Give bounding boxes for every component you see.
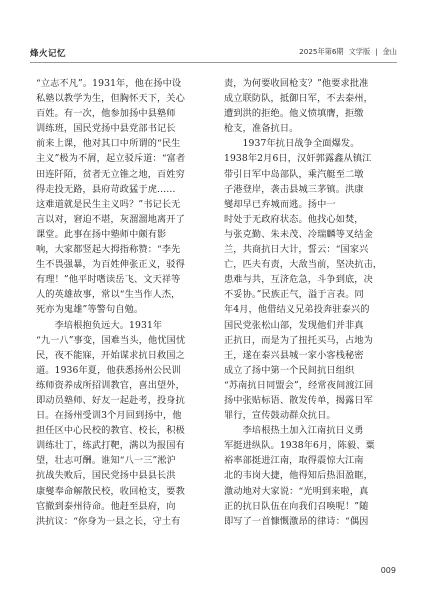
text-line: 罪行，宣传鼓动群众抗日。 [224,410,336,422]
text-line: 这难道就是民生主义吗？”书记长无 [36,198,181,210]
text-line: 正抗日，而是为了扭托买马，占地为 [224,334,373,346]
edition-label: 文学版 [348,47,371,56]
text-line: 亡，匹夫有责，大敌当前，坚决抗击， [224,259,383,271]
text-line: 年4月，他借结义兄弟投奔驻泰兴的 [224,304,370,316]
text-line: 北的韦岗大捷，他得知后热泪盈眶， [224,470,373,482]
text-line: 生不畏强暴，为百姓伸张正义，驳得 [36,259,185,271]
text-line: 李培根抱负远大。1931年 [54,319,163,331]
text-line: 不妥协。”民族正气，溢于言表。同 [224,289,364,301]
text-line: “九一八”事变，国难当头，他忧国忧 [36,334,186,346]
text-line: 子港登岸，袭击县城三茅镇。洪康 [224,183,364,195]
text-line: 洪抗议：“你身为一县之长，守土有 [36,515,181,527]
text-line: 练师资养成所招训教官，喜出望外， [36,379,185,391]
text-line: 响，大家都竖起大拇指称赞：“李先 [36,244,181,256]
section-title: 烽火记忆 [30,49,67,59]
header-rule [30,62,397,63]
text-line: 带引日军中岛部队，乘汽艇至二墩 [224,168,364,180]
page-header [30,47,397,59]
text-line: 李培根热土加入江南抗日义勇 [242,425,364,437]
text-line: 私塾以教学为生，但胸怀天下，关心 [36,93,185,105]
text-line: “苏南抗日同盟会”，经常夜间渡江回 [224,379,374,391]
text-line: 有理！”他平时嗜读岳飞、文天祥等 [36,274,181,286]
text-line: 军挺进纵队。1938年6月，陈毅、粟 [224,440,375,452]
text-line: 训练壮丁，练武打靶，满以为报国有 [36,440,185,452]
text-line: 与张克勤、朱未茂、冷瑞麟等叉结金 [224,228,373,240]
text-line: 枪支，准备抗日。 [224,123,299,135]
text-line: 王，遂在泰兴县城一家小客栈秘密 [224,349,364,361]
text-line: 日。在扬州受训3个月回到扬中，他 [36,410,182,422]
page-number: 009 [380,566,396,575]
text-line: 成立联防队，抵御日军，不去泰州， [224,93,373,105]
text-line: 田连阡陌，贫者无立锥之地，百姓穷 [36,168,185,180]
issue-info [294,47,397,57]
text-line: 即动员塾师、好友一起赴考，投身抗 [36,394,185,406]
text-line: 担任区中心民校的教官、校长，积极 [36,425,185,437]
text-line: 训练班，国民党扬中县党部书记长 [36,123,176,135]
text-line: 望，壮志可酬。谁知“八一三”淞沪 [36,455,176,467]
text-line: “立志不凡”。1931年，他在扬中设 [36,78,182,89]
text-line: 1938年2月6日，汉奸郭露鑫从镇江 [224,153,372,165]
right-column [224,76,399,529]
text-line: 正的抗日队伍在向我们召唤呢！”随 [224,500,369,512]
text-line: 即写了一首慷慨激昂的律诗：“偶因 [224,515,369,527]
text-line: 激动地对大家说：“光明到来啦，真 [224,485,369,497]
text-line: 言以对，窘迫不堪，灰溜溜地离开了 [36,213,185,225]
text-line: 燮却早已弃城而逃。扬中一 [224,198,336,210]
text-line: 成立了扬中第一个民间抗日组织 [224,364,355,376]
text-line: 扬中张贴标语、散发传单，揭露日军 [224,394,373,406]
text-line: 兰，共商抗日大计，誓云：“国家兴 [224,244,369,256]
left-column [36,76,211,529]
text-line: 遭到洪的拒绝。他义愤填膺，拒缴 [224,108,364,120]
text-line: 人的英雄故事，常以“生当作人杰， [36,289,181,301]
column-name: 金山 [382,47,397,56]
text-line: 裕率部挺进江南，取得震惊大江南 [224,455,364,467]
text-line: 道。1936年夏，他获悉扬州公民训 [36,364,181,376]
text-line: 国民党张松山部，发现他们并非真 [224,319,364,331]
separator: | [375,47,378,56]
text-line: 1937年抗日战争全面爆发。 [242,138,360,150]
text-line: 责，为何要收回枪支？”他要求批准 [224,78,369,89]
text-line: 抗战失败后，国民党扬中县县长洪 [36,470,176,482]
text-line: 患难与共，互济危急，斗争到底，决 [224,274,373,286]
text-line: 课堂。此事在扬中塾师中颇有影 [36,228,167,240]
issue-number: 2025年第6期 [299,47,344,56]
text-line: 民，夜不能寐，开始谋求抗日救国之 [36,349,185,361]
text-line: 得走投无路，县府苛政猛于虎…… [36,183,176,195]
text-line: 主义”极为不屑，起立驳斥道：“富者 [36,153,186,165]
text-line: 时处于无政府状态。他找心如焚， [224,213,364,225]
text-line: 前来上课，他对其口中所谓的“民生 [36,138,181,150]
text-line: 康燮奉命解散民校，收回枪支，要教 [36,485,185,497]
text-line: 官撤到泰州待命。他赶至县府，向 [36,500,176,512]
text-line: 死亦为鬼雄”等警句自勉。 [36,304,144,316]
text-line: 百姓。有一次，他参加扬中县塾师 [36,108,176,120]
